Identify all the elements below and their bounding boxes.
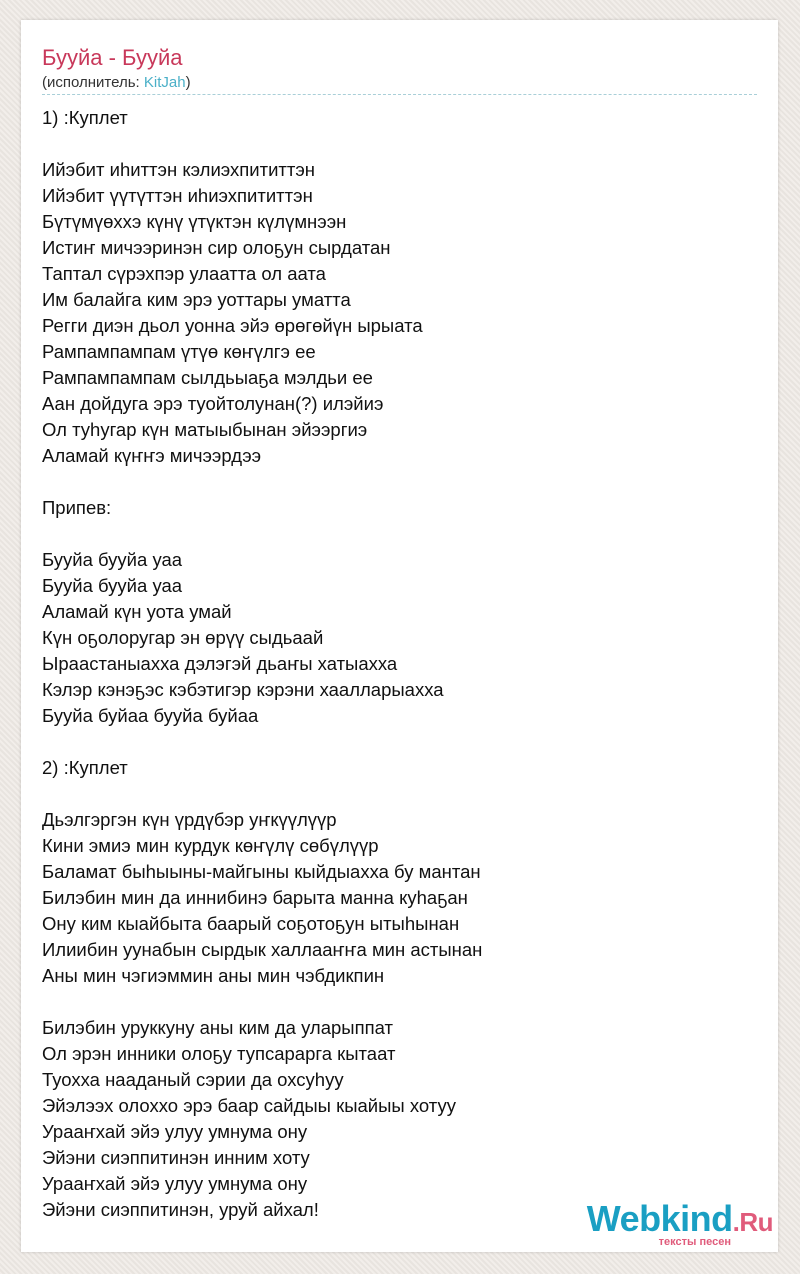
lyric-line: Урааҥхай эйэ улуу умнума ону bbox=[42, 1121, 308, 1142]
artist-line bbox=[42, 74, 191, 91]
lyric-line: Кэлэр кэнэҕэс кэбэтигэр кэрэни хаалларыахха bbox=[42, 679, 444, 700]
lyric-blank-line bbox=[42, 131, 482, 157]
lyric-line: Бууйа буйаа бууйа буйаа bbox=[42, 705, 259, 726]
lyric-line: Им балайга ким эрэ уоттары уматта bbox=[42, 289, 351, 310]
lyric-blank-line bbox=[42, 521, 482, 547]
lyric-line: Аан дойдуга эрэ туойтолунан(?) илэйиэ bbox=[42, 393, 384, 414]
lyric-line: Аламай күҥҥэ мичээрдээ bbox=[42, 445, 262, 466]
lyric-line: Истиҥ мичээринэн сир олоҕун сырдатан bbox=[42, 237, 391, 258]
lyric-line: Билэбин уруккуну аны ким да уларыппат bbox=[42, 1017, 393, 1038]
lyric-line: Урааҥхай эйэ улуу умнума ону bbox=[42, 1173, 308, 1194]
lyric-line: Ийэбит үүтүттэн иһиэхпититтэн bbox=[42, 185, 313, 206]
logo-tagline: тексты песен bbox=[658, 1236, 731, 1248]
lyric-line: Кини эмиэ мин курдук көҥүлү сөбүлүүр bbox=[42, 835, 379, 856]
lyric-line: Аламай күн уота умай bbox=[42, 601, 232, 622]
lyric-blank-line bbox=[42, 469, 482, 495]
lyric-blank-line bbox=[42, 989, 482, 1015]
lyric-line: Бууйа бууйа уаа bbox=[42, 549, 183, 570]
page-title: Бууйа - Бууйа bbox=[42, 45, 183, 70]
lyric-line: Күн оҕолоругар эн өрүү сыдьаай bbox=[42, 627, 324, 648]
lyric-line: Илиибин уунабын сырдык халлааҥҥа мин астынан bbox=[42, 939, 483, 960]
lyric-line: Аны мин чэгиэммин аны мин чэбдикпин bbox=[42, 965, 385, 986]
lyric-line: Туохха нааданый сэрии да охсуһуу bbox=[42, 1069, 344, 1090]
lyrics-body bbox=[42, 105, 482, 1223]
lyrics-card bbox=[21, 20, 778, 1252]
lyric-line: Рампампампам үтүө көҥүлгэ ее bbox=[42, 341, 316, 362]
lyric-line: Таптал сүрэхпэр улаатта ол аата bbox=[42, 263, 326, 284]
lyric-line: Баламат быһыыны-майгыны кыйдыахха бу мантан bbox=[42, 861, 481, 882]
artist-suffix: ) bbox=[185, 74, 191, 91]
artist-link[interactable]: KitJah bbox=[143, 74, 186, 91]
lyric-line: Припев: bbox=[42, 497, 112, 518]
lyric-line: Билэбин мин да иннибинэ барыта манна куһаҕан bbox=[42, 887, 468, 908]
lyric-line: Ол туһугар күн матыыбынан эйээргиэ bbox=[42, 419, 368, 440]
site-logo[interactable] bbox=[586, 1198, 773, 1248]
divider bbox=[42, 94, 757, 95]
lyric-line: Бүтүмүөххэ күнү үтүктэн күлүмнээн bbox=[42, 211, 347, 232]
logo-web-text: Webkind bbox=[586, 1198, 733, 1239]
lyric-blank-line bbox=[42, 781, 482, 807]
lyric-line: Регги диэн дьол уонна эйэ өрөгөйүн ырыата bbox=[42, 315, 423, 336]
lyric-line: Эйэни сиэппитинэн, уруй айхал! bbox=[42, 1199, 319, 1220]
lyric-line: Рампампампам сылдьыаҕа мэлдьи ее bbox=[42, 367, 373, 388]
lyric-line: 2) :Куплет bbox=[42, 757, 128, 778]
lyric-line: Бууйа бууйа уаа bbox=[42, 575, 183, 596]
lyric-line: Эйэлээх олоххо эрэ баар сайдыы кыайыы хотуу bbox=[42, 1095, 456, 1116]
lyric-line: Ийэбит иһиттэн кэлиэхпититтэн bbox=[42, 159, 316, 180]
artist-prefix: (исполнитель: bbox=[42, 74, 144, 91]
lyric-line: Дьэлгэргэн күн үрдүбэр уҥкүүлүүр bbox=[42, 809, 337, 830]
lyric-line: Ол эрэн инники олоҕу тупсарарга кытаат bbox=[42, 1043, 396, 1064]
lyric-line: Ону ким кыайбыта баарый соҕотоҕун ытыһынан bbox=[42, 913, 460, 934]
lyric-blank-line bbox=[42, 729, 482, 755]
lyric-line: Эйэни сиэппитинэн инним хоту bbox=[42, 1147, 310, 1168]
lyric-line: 1) :Куплет bbox=[42, 107, 128, 128]
lyric-line: Ыраастаныахха дэлэгэй дьаҥы хатыахха bbox=[42, 653, 398, 674]
logo-ru-text: .Ru bbox=[732, 1207, 773, 1237]
